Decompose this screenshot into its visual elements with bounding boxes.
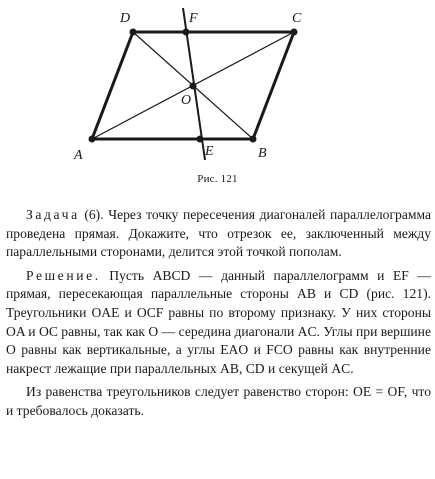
solution-paragraph bbox=[6, 267, 431, 379]
problem-label: Задача bbox=[26, 207, 80, 222]
point-a bbox=[89, 136, 96, 143]
label-b: B bbox=[258, 146, 267, 161]
problem-paragraph bbox=[6, 206, 431, 262]
problem-number: (6). bbox=[84, 207, 104, 222]
solution-text: Пусть ABCD — данный параллелограмм и EF — прямая, пересекающая параллельные стороны AB и CD (рис. 121). Треугольники OAE и OCF равны по второму признаку. У них стороны OA и OC равны, так как O — середина диагонали AC. Углы при вершине O равны как вертикальные, а углы EAO и FCO равны как внутренние накрест лежащие при параллельных AB, CD и секущей AC. bbox=[6, 267, 431, 376]
point-d bbox=[130, 29, 137, 36]
conclusion-paragraph bbox=[6, 383, 431, 420]
side-bc bbox=[253, 32, 294, 139]
label-o: O bbox=[181, 93, 192, 108]
label-c: C bbox=[292, 11, 302, 26]
solution-label: Решение. bbox=[26, 267, 101, 283]
point-b bbox=[250, 136, 257, 143]
label-e: E bbox=[205, 144, 214, 159]
point-o bbox=[190, 83, 197, 90]
label-d: D bbox=[120, 11, 131, 26]
point-c bbox=[291, 29, 298, 36]
point-f bbox=[183, 29, 190, 36]
text-block bbox=[6, 206, 431, 426]
label-f: F bbox=[189, 11, 198, 26]
conclusion-text: Из равенства треугольников следует равенство сторон: OE = OF, что и требовалось доказать. bbox=[6, 384, 431, 418]
figure-caption: Рис. 121 bbox=[197, 173, 238, 185]
side-da bbox=[92, 32, 133, 139]
label-a: A bbox=[74, 148, 83, 163]
problem-text: Через точку пересечения диагоналей параллелограмма проведена прямая. Докажите, что отрезок ее, заключенный между параллельными сторонами, делится этой точкой пополам. bbox=[6, 207, 431, 260]
point-e bbox=[197, 136, 204, 143]
